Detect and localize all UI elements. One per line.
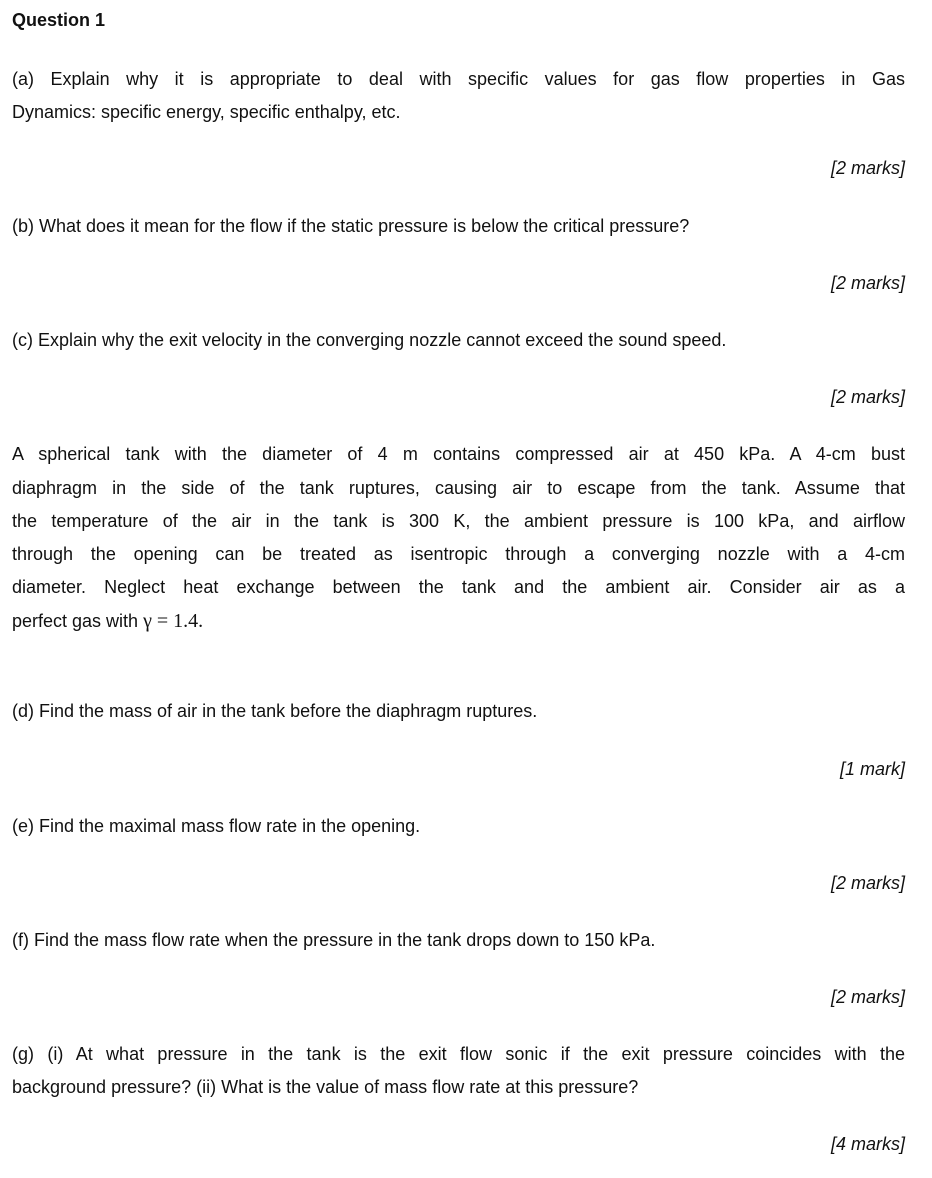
part-g-line-2: background pressure? (ii) What is the value of mass flow rate at this pressure? <box>12 1077 639 1097</box>
part-a-line-1: (a) Explain why it is appropriate to deal with specific values for gas flow properties in Gas <box>12 69 905 89</box>
question-title: Question 1 <box>12 10 106 30</box>
part-a-line-2: Dynamics: specific energy, specific enthalpy, etc. <box>12 102 401 122</box>
part-b-text: (b) What does it mean for the flow if the static pressure is below the critical pressure? <box>12 216 690 236</box>
part-d-marks: [1 mark] <box>839 759 905 779</box>
paragraph-line-5: diameter. Neglect heat exchange between the tank and the ambient air. Consider air as a <box>12 577 905 597</box>
paragraph-line-2: diaphragm in the side of the tank ruptures, causing air to escape from the tank. Assume that <box>12 478 905 498</box>
part-g-marks: [4 marks] <box>830 1134 905 1154</box>
part-g-line-1: (g) (i) At what pressure in the tank is the exit flow sonic if the exit pressure coincides with the <box>12 1044 905 1064</box>
paragraph-line-6 <box>12 610 203 632</box>
paragraph-line-1: A spherical tank with the diameter of 4 m contains compressed air at 450 kPa. A 4-cm bust <box>12 444 905 464</box>
part-f-text: (f) Find the mass flow rate when the pressure in the tank drops down to 150 kPa. <box>12 930 656 950</box>
paragraph-line-4: through the opening can be treated as isentropic through a converging nozzle with a 4-cm <box>12 544 905 564</box>
part-f-marks: [2 marks] <box>830 987 905 1007</box>
paragraph-line-6-text: perfect gas with <box>12 611 144 631</box>
part-c-text: (c) Explain why the exit velocity in the converging nozzle cannot exceed the sound speed. <box>12 330 727 350</box>
gamma-equation: γ = 1.4. <box>143 610 204 632</box>
paragraph-line-3: the temperature of the air in the tank is 300 K, the ambient pressure is 100 kPa, and airflow <box>12 511 905 531</box>
part-e-marks: [2 marks] <box>830 873 905 893</box>
part-e-text: (e) Find the maximal mass flow rate in the opening. <box>12 816 421 836</box>
part-a-marks: [2 marks] <box>830 158 905 178</box>
part-b-marks: [2 marks] <box>830 273 905 293</box>
part-c-marks: [2 marks] <box>830 387 905 407</box>
part-d-text: (d) Find the mass of air in the tank before the diaphragm ruptures. <box>12 701 538 721</box>
